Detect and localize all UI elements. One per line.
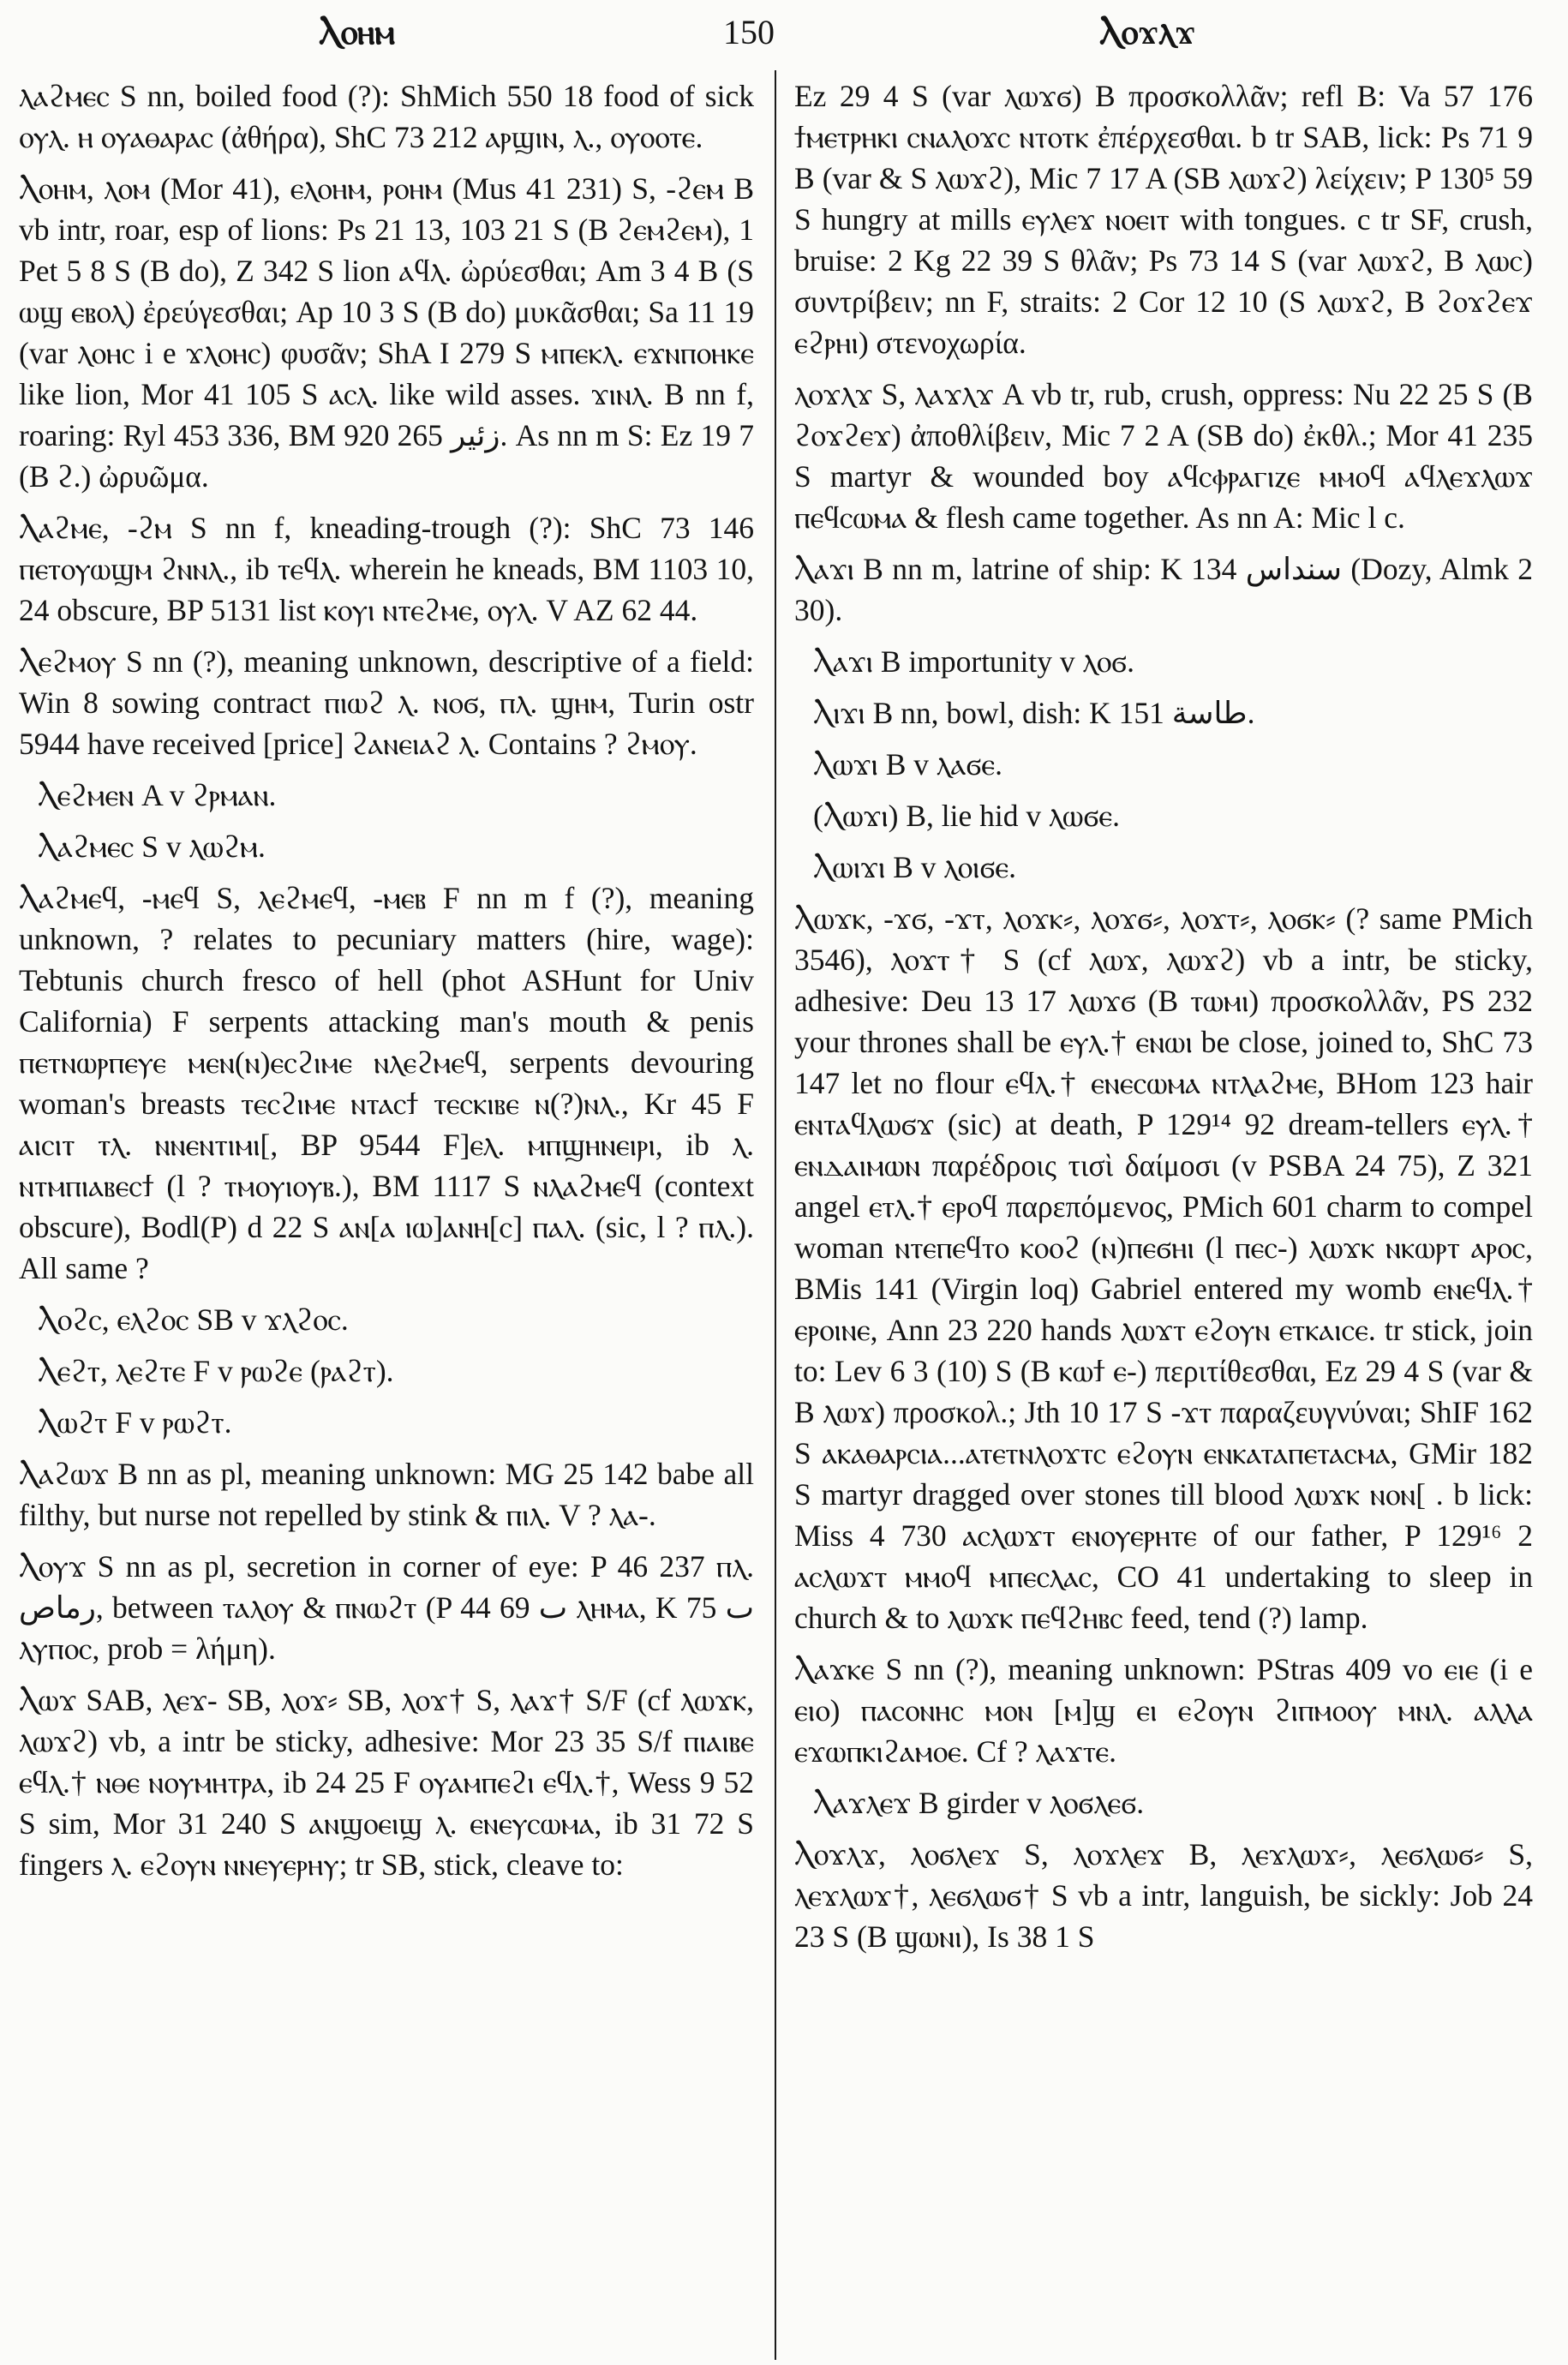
right-column [794, 75, 1533, 1967]
entry: Ⲗⲁϫⲓ B nn m, latrine of ship: K 134 سنداس (Dozy, Almk 2 30). [794, 552, 1533, 627]
entry: Ⲗⲱϫ SAB, ⲗⲉϫ- SB, ⲗⲟϫ⸗ SB, ⲗⲟϫ† S, ⲗⲁϫ† S/F (cf ⲗⲱϫⲕ, ⲗⲱϫϩ) vb, a intr be sticky, adhesive: Mor 23 35 S/f ⲡⲓⲁⲓⲃⲉ ⲉϥⲗ.† ⲛⲑⲉ ⲛⲟⲩⲙⲏⲧⲣⲁ, ib 24 25 F ⲟⲩⲁⲙⲡⲉϩⲓ ⲉϥⲗ.†, Wess 9 52 S sim, Mor 31 240 S ⲁⲛϣⲟⲉⲓϣ ⲗ. ⲉⲛⲉⲩⲥⲱⲙⲁ, ib 31 72 S fingers ⲗ. ⲉϩⲟⲩⲛ ⲛⲛⲉⲩⲉⲣⲏⲩ; tr SB, stick, cleave to: [19, 1683, 754, 1882]
entry: Ez 29 4 S (var ⲗⲱϫϭ) B προσκολλᾶν; refl B: Va 57 176 ϯⲙⲉⲧⲣⲏⲕⲓ ⲥⲛⲁⲗⲟϫⲥ ⲛⲧⲟⲧⲕ ἐπέρχεσθαι. b tr SAB, lick: Ps 71 9 B (var & S ⲗⲱϫϩ), Mic 7 17 A (SB ⲗⲱϫϩ) λείχειν; P 130⁵ 59 S hungry at mills ⲉⲩⲗⲉϫ ⲛⲟⲉⲓⲧ with tongues. c tr SF, crush, bruise: 2 Kg 22 39 S θλᾶν; Ps 73 14 S (var ⲗⲱϫϩ, B ⲗⲱⲥ) συντρίβειν; nn F, straits: 2 Cor 12 10 (S ⲗⲱϫϩ, B ϩⲟϫϩⲉϫ ⲉϩⲣⲏⲓ) στενοχωρία. [794, 79, 1533, 360]
entry: Ⲗⲁϩⲙⲉ, -ϩⲙ S nn f, kneading-trough (?): ShC 73 146 ⲡⲉⲧⲟⲩⲱϣⲙ ϩⲛⲛⲗ., ib ⲧⲉϥⲗ. wherein he kneads, BM 1103 10, 24 obscure, BP 5131 list ⲕⲟⲩⲓ ⲛⲧⲉϩⲙⲉ, ⲟⲩⲗ. V AZ 62 44. [19, 511, 754, 627]
entry: Ⲗⲉϩⲙⲉⲛ A v ϩⲣⲙⲁⲛ. [38, 778, 277, 812]
entry: Ⲗⲁϩⲙⲉϥ, -ⲙⲉϥ S, ⲗⲉϩⲙⲉϥ, -ⲙⲉⲃ F nn m f (?), meaning unknown, ? relates to pecuniary matters (hire, wage): Tebtunis church fresco of hell (phot ASHunt for Univ California) F serpents attacking man's mouth & penis ⲡⲉⲧⲛⲱⲣⲡⲉⲩⲉ ⲙⲉⲛ(ⲛ)ⲉⲥϩⲓⲙⲉ ⲛⲗⲉϩⲙⲉϥ, serpents devouring woman's breasts ⲧⲉⲥϩⲓⲙⲉ ⲛⲧⲁⲥϯ ⲧⲉⲥⲕⲓⲃⲉ ⲛ(?)ⲛⲗ., Kr 45 F ⲁⲓⲥⲓⲧ ⲧⲗ. ⲛⲛⲉⲛⲧⲓⲙⲓ[, BP 9544 F]ⲉⲗ. ⲙⲡϣⲏⲛⲉⲓⲣⲓ, ib ⲗ. ⲛⲧⲙⲡⲓⲁⲃⲉⲥϯ (l ? ⲧⲙⲟⲩⲓⲟⲩⲃ.), BM 1117 S ⲛⲗⲁϩⲙⲉϥ (context obscure), Bodl(P) d 22 S ⲁⲛ[ⲁ ⲓⲱ]ⲁⲛⲏ[ⲥ] ⲡⲁⲗ. (sic, l ? ⲡⲗ.). All same ? [19, 881, 754, 1285]
page-number: 150 [723, 13, 775, 51]
entry: Ⲗⲓϫⲓ B nn, bowl, dish: K 151 طاسة. [813, 696, 1255, 730]
entry: Ⲗⲱⲓϫⲓ B v ⲗⲟⲓϭⲉ. [813, 850, 1017, 884]
column-divider [775, 70, 776, 2360]
entry: Ⲗⲟⲩϫ S nn as pl, secretion in corner of eye: P 46 237 ⲡⲗ. رماص, between ⲧⲁⲗⲟⲩ & ⲡⲛⲱϩⲧ (P 44 69 ٮ ⲗⲏⲙⲁ, K 75 ٮ ⲗⲩⲡⲟⲥ, prob = λήμη). [19, 1549, 754, 1666]
running-head-left: Ⲗⲟⲏⲙ [319, 12, 395, 52]
entry: Ⲗⲁϫⲗⲉϫ B girder v ⲗⲟϭⲗⲉϭ. [813, 1786, 1145, 1820]
entry: Ⲗⲱϩⲧ F v ⲣⲱϩⲧ. [38, 1405, 232, 1440]
entry: Ⲗⲱϫⲓ B v ⲗⲁϭⲉ. [813, 747, 1003, 781]
entry: Ⲗⲁϫⲓ B importunity v ⲗⲟϭ. [813, 644, 1134, 679]
entry: Ⲗⲁϩⲱϫ B nn as pl, meaning unknown: MG 25 142 babe all filthy, but nurse not repelled by stink & ⲡⲓⲗ. V ? ⲗⲁ-. [19, 1457, 754, 1532]
entry: Ⲗⲁϩⲙⲉⲥ S v ⲗⲱϩⲙ. [38, 829, 266, 864]
entry: ⲗⲁϩⲙⲉⲥ S nn, boiled food (?): ShMich 550 18 food of sick ⲟⲩⲗ. ⲏ ⲟⲩⲁⲑⲁⲣⲁⲥ (ἀθήρα), ShC 73 212 ⲁⲣϣⲓⲛ, ⲗ., ⲟⲩⲟⲟⲧⲉ. [19, 79, 754, 154]
entry: Ⲗⲱϫⲕ, -ϫϭ, -ϫⲧ, ⲗⲟϫⲕ⸗, ⲗⲟϫϭ⸗, ⲗⲟϫⲧ⸗, ⲗⲟϭⲕ⸗ (? same PMich 3546), ⲗⲟϫⲧ† S (cf ⲗⲱϫ, ⲗⲱϫϩ) vb a intr, be sticky, adhesive: Deu 13 17 ⲗⲱϫϭ (B ⲧⲱⲙⲓ) προσκολλᾶν, PS 232 your thrones shall be ⲉⲩⲗ.† ⲉⲛⲱⲓ be close, joined to, ShC 73 147 let no flour ⲉϥⲗ.† ⲉⲛⲉⲥⲱⲙⲁ ⲛⲧⲗⲁϩⲙⲉ, BHom 123 hair ⲉⲛⲧⲁϥⲗⲱϭϫ (sic) at death, P 129¹⁴ 92 dream-tellers ⲉⲩⲗ.† ⲉⲛⲇⲁⲓⲙⲱⲛ παρέδροις τισὶ δαίμοσι (v PSBA 24 75), Z 321 angel ⲉⲧⲗ.† ⲉⲣⲟϥ παρεπόμενος, PMich 601 charm to compel woman ⲛⲧⲉⲡⲉϥⲧⲟ ⲕⲟⲟϩ (ⲛ)ⲡⲉϭⲏⲓ (l ⲡⲉⲥ-) ⲗⲱϫⲕ ⲛⲕⲱⲣⲧ ⲁⲣⲟⲥ, BMis 141 (Virgin loq) Gabriel entered my womb ⲉⲛⲉϥⲗ.† ⲉⲣⲟⲓⲛⲉ, Ann 23 220 hands ⲗⲱϫⲧ ⲉϩⲟⲩⲛ ⲉⲧⲕⲁⲓⲥⲉ. tr stick, join to: Lev 6 3 (10) S (B ⲕⲱϯ ⲉ-) περιτίθεσθαι, Ez 29 4 S (var & B ⲗⲱϫ) προσκολ.; Jth 10 17 S -ϫⲧ παραζευγνύναι; ShIF 162 S ⲁⲕⲁⲑⲁⲣⲥⲓⲁ...ⲁⲧⲉⲧⲛⲗⲟϫⲧⲥ ⲉϩⲟⲩⲛ ⲉⲛⲕⲁⲧⲁⲡⲉⲧⲁⲥⲙⲁ, GMir 182 S martyr dragged over stones till blood ⲗⲱϫⲕ ⲛⲟⲛ[ . b lick: Miss 4 730 ⲁⲥⲗⲱϫⲧ ⲉⲛⲟⲩⲉⲣⲏⲧⲉ of our father, P 129¹⁶ 2 ⲁⲥⲗⲱϫⲧ ⲙⲙⲟϥ ⲙⲡⲉⲥⲗⲁⲥ, CO 41 undertaking to sleep in church & to ⲗⲱϫⲕ ⲡⲉϥϩⲏⲃⲥ feed, tend (?) lamp. [794, 901, 1533, 1635]
left-column [19, 75, 754, 1895]
entry: Ⲗⲟϩⲥ, ⲉⲗϩⲟⲥ SB v ϫⲗϩⲟⲥ. [38, 1302, 349, 1337]
entry: ⲗⲟϫⲗϫ S, ⲗⲁϫⲗϫ A vb tr, rub, crush, oppress: Nu 22 25 S (B ϩⲟϫϩⲉϫ) ἀποθλίβειν, Mic 7 2 A (SB do) ἐκθλ.; Mor 41 235 S martyr & wounded boy ⲁϥⲥⲫⲣⲁⲅⲓⲍⲉ ⲙⲙⲟϥ ⲁϥⲗⲉϫⲗⲱϫ ⲡⲉϥⲥⲱⲙⲁ & flesh came together. As nn A: Mic l c. [794, 377, 1533, 535]
entry: Ⲗⲉϩⲙⲟⲩ S nn (?), meaning unknown, descriptive of a field: Win 8 sowing contract ⲡⲓⲱϩ ⲗ. ⲛⲟϭ, ⲡⲗ. ϣⲏⲙ, Turin ostr 5944 have received [price] ϩⲁⲛⲉⲓⲁϩ ⲗ. Contains ? ϩⲙⲟⲩ. [19, 644, 754, 761]
running-head-right: Ⲗⲟϫⲗϫ [1099, 12, 1196, 52]
entry: Ⲗⲉϩⲧ, ⲗⲉϩⲧⲉ F v ⲣⲱϩⲉ (ⲣⲁϩⲧ). [38, 1354, 394, 1388]
entry: Ⲗⲟϫⲗϫ, ⲗⲟϭⲗⲉϫ S, ⲗⲟϫⲗⲉϫ B, ⲗⲉϫⲗⲱϫ⸗, ⲗⲉϭⲗⲱϭ⸗ S, ⲗⲉϫⲗⲱϫ†, ⲗⲉϭⲗⲱϭ† S vb a intr, languish, be sickly: Job 24 23 S (B ϣⲱⲛⲓ), Is 38 1 S [794, 1837, 1533, 1954]
entry: (Ⲗⲱϫⲓ) B, lie hid v ⲗⲱϭⲉ. [813, 799, 1121, 833]
entry: Ⲗⲁϫⲕⲉ S nn (?), meaning unknown: PStras 409 vo ⲉⲓⲉ (i e ⲉⲓⲟ) ⲡⲁⲥⲟⲛⲏⲥ ⲙⲟⲛ [ⲙ]ϣ ⲉⲓ ⲉϩⲟⲩⲛ ϩⲓⲡⲙⲟⲟⲩ ⲙⲛⲗ. ⲁⲗⲗⲁ ⲉϫⲱⲡⲕⲓϩⲁⲙⲟⲉ. Cf ? ⲗⲁϫⲧⲉ. [794, 1652, 1533, 1769]
entry: Ⲗⲟⲏⲙ, ⲗⲟⲙ (Mor 41), ⲉⲗⲟⲏⲙ, ⲣⲟⲏⲙ (Mus 41 231) S, -ϩⲉⲙ B vb intr, roar, esp of lions: Ps 21 13, 103 21 S (B ϩⲉⲙϩⲉⲙ), 1 Pet 5 8 S (B do), Z 342 S lion ⲁϥⲗ. ὠρύεσθαι; Am 3 4 B (S ⲱϣ ⲉⲃⲟⲗ) ἐρεύγεσθαι; Ap 10 3 S (B do) μυκᾶσθαι; Sa 11 19 (var ⲗⲟⲏⲥ i e ϫⲗⲟⲏⲥ) φυσᾶν; ShA I 279 S ⲙⲡⲉⲕⲗ. ⲉϫⲛⲡⲟⲏⲕⲉ like lion, Mor 41 105 S ⲁⲥⲗ. like wild asses. ϫⲓⲛⲗ. B nn f, roaring: Ryl 453 336, BM 920 265 زئير. As nn m S: Ez 19 7 (B ϩ.) ὠρυῶμα. [19, 171, 754, 494]
